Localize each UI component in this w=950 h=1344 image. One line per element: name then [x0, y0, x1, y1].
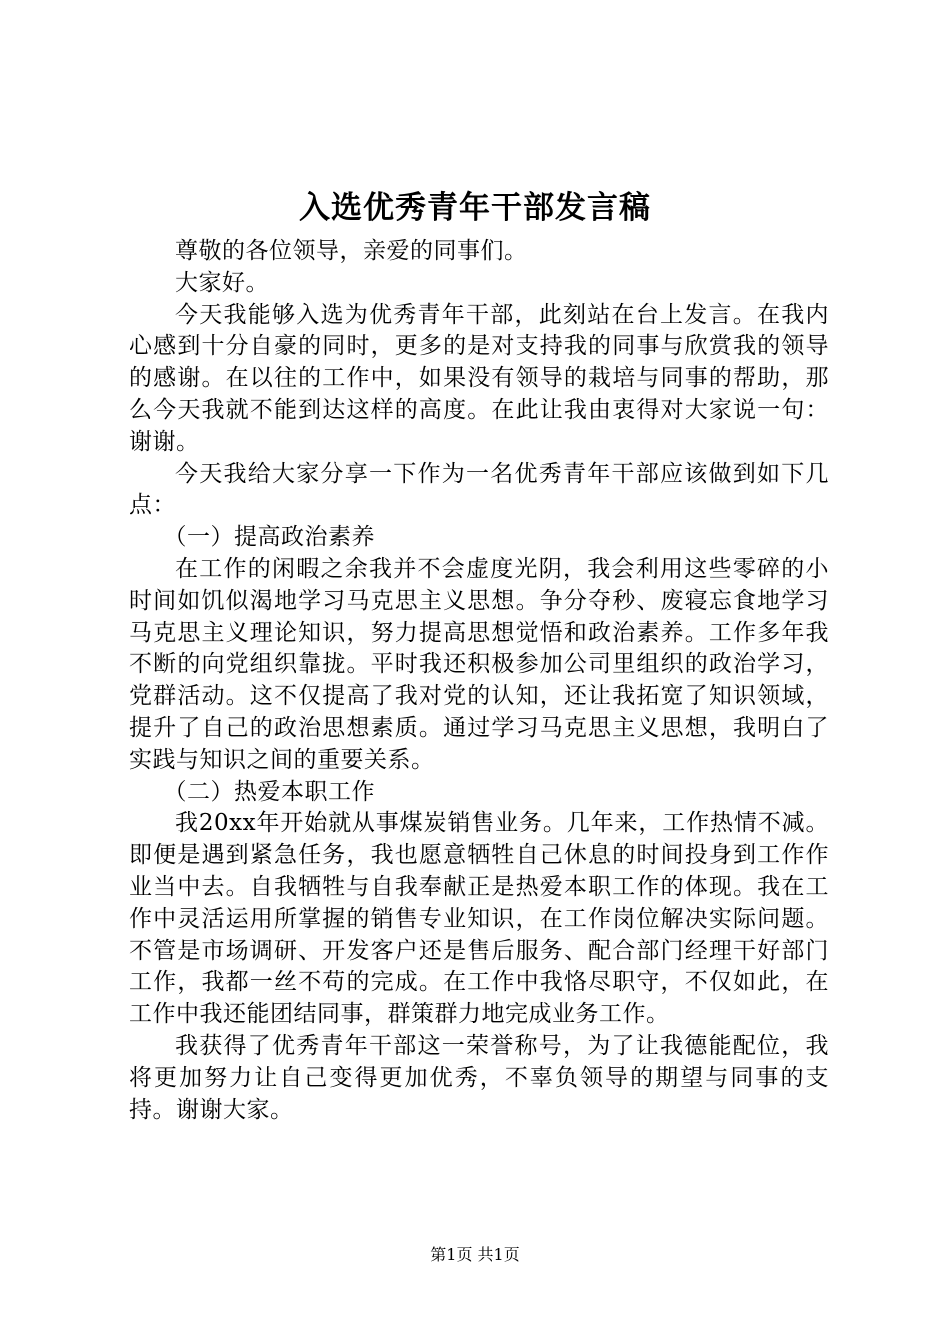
page-number-footer: 第1页 共1页	[430, 1245, 520, 1264]
section-2-paragraph: 我20xx年开始就从事煤炭销售业务。几年来，工作热情不减。即便是遇到紧急任务，我也愿意牺牲自己休息的时间投身到工作作业当中去。自我牺牲与自我奉献正是热爱本职工作的体现。我在工作中灵活运用所掌握的销售专业知识，在工作岗位解决实际问题。不管是市场调研、开发客户还是售后服务、配合部门经理干好部门工作，我都一丝不苟的完成。在工作中我恪尽职守，不仅如此，在工作中我还能团结同事，群策群力地完成业务工作。	[129, 810, 829, 1028]
closing-paragraph: 我获得了优秀青年干部这一荣誉称号，为了让我德能配位，我将更加努力让自己变得更加优秀，不辜负领导的期望与同事的支持。谢谢大家。	[129, 1032, 829, 1123]
intro-paragraph: 今天我能够入选为优秀青年干部，此刻站在台上发言。在我内心感到十分自豪的同时，更多的是对支持我的同事与欣赏我的领导的感谢。在以往的工作中，如果没有领导的栽培与同事的帮助，那么今天我就不能到达这样的高度。在此让我由衷得对大家说一句：谢谢。	[129, 301, 829, 455]
section-heading-1: （一）提高政治素养	[163, 524, 375, 551]
overview-paragraph: 今天我给大家分享一下作为一名优秀青年干部应该做到如下几点：	[129, 460, 829, 519]
section-heading-2: （二）热爱本职工作	[163, 778, 375, 805]
section-1-paragraph: 在工作的闲暇之余我并不会虚度光阴，我会利用这些零碎的小时间如饥似渴地学习马克思主义思想。争分夺秒、废寝忘食地学习马克思主义理论知识，努力提高思想觉悟和政治素养。工作多年我不断的向党组织靠拢。平时我还积极参加公司里组织的政治学习，党群活动。这不仅提高了我对党的认知，还让我拓宽了知识领域，提升了自己的政治思想素质。通过学习马克思主义思想，我明白了实践与知识之间的重要关系。	[129, 555, 829, 773]
salutation-paragraph: 大家好。	[175, 269, 269, 296]
document-title: 入选优秀青年干部发言稿	[299, 190, 651, 226]
document-body	[129, 236, 829, 1126]
greeting-paragraph: 尊敬的各位领导，亲爱的同事们。	[175, 238, 528, 264]
